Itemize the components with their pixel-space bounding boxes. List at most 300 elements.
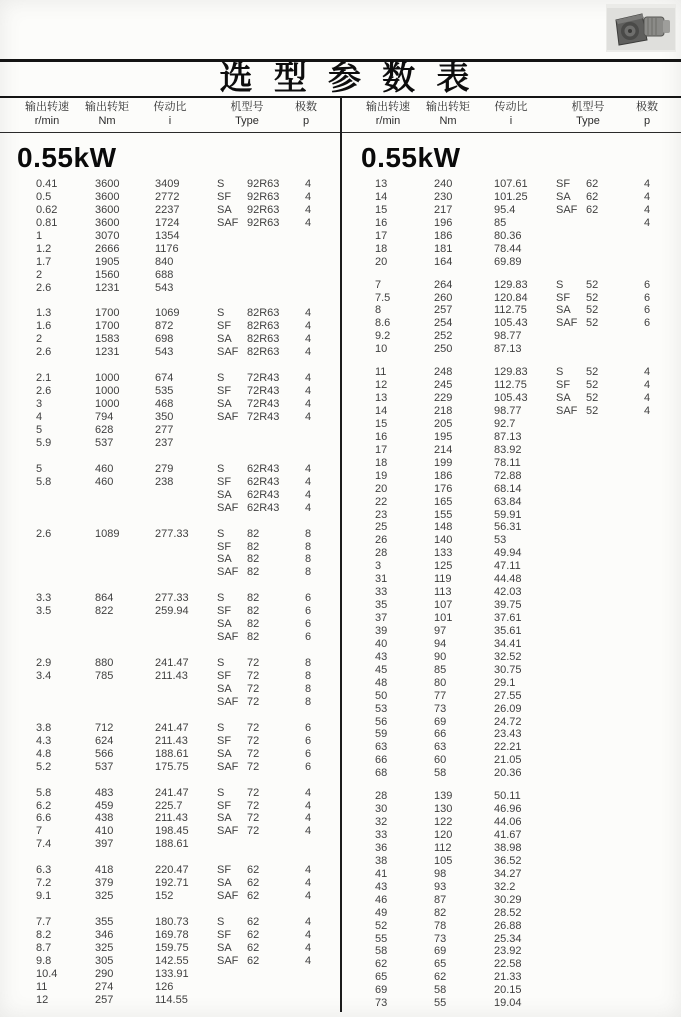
cell-poles [644,690,664,703]
cell-torque: 250 [434,343,453,356]
cell-torque: 459 [95,799,114,812]
cell-type-prefix: SA [217,398,232,411]
cell-type-prefix [556,920,586,933]
cell-speed: 30 [375,803,388,816]
cell-poles: 6 [305,721,312,734]
cell-type-size [586,945,644,958]
cell-ratio: 42.03 [494,586,522,599]
table-row [341,599,681,612]
table-row [341,405,681,418]
cell-type-prefix [556,816,586,829]
cell-type-prefix: S [217,592,225,605]
cell-type-prefix: SAF [217,411,239,423]
cell-poles [644,855,664,868]
header-ratio [479,100,543,128]
cell-type-size: 62R43 [247,501,280,514]
cell-ratio: 152 [155,890,174,903]
cell-torque: 1000 [95,398,120,411]
cell-ratio: 1176 [155,242,179,255]
cell-poles: 8 [305,682,312,695]
cell-type-prefix: SF [217,540,232,553]
cell-type-size: 72 [247,695,260,708]
cell-speed: 11 [375,366,387,379]
table-row [0,502,340,515]
cell-type-prefix [556,496,586,509]
cell-speed: 50 [375,689,388,702]
cell-type-size: 52 [586,366,599,379]
cell-type-size [586,534,644,547]
cell-poles: 4 [305,877,312,890]
cell-poles [644,509,664,522]
cell-ratio: 46.96 [494,803,522,816]
cell-type-prefix: SA [556,190,571,203]
header-unit: i [509,115,513,127]
cell-poles [644,586,664,599]
cell-type-prefix [556,907,586,920]
cell-poles: 4 [305,307,312,320]
cell-poles [644,677,664,690]
cell-poles: 4 [305,916,312,929]
cell-speed: 69 [375,984,388,997]
cell-speed: 7.7 [36,916,52,929]
table-row [341,573,681,586]
cell-type-size [586,496,644,509]
table-row [0,372,340,385]
table-row [341,894,681,907]
cell-ratio: 279 [155,462,174,475]
cell-torque: 325 [95,890,114,903]
cell-type-size [247,968,305,981]
cell-poles: 4 [305,385,312,398]
cell-type-size [586,881,644,894]
header-label: 输出转矩 [85,101,129,113]
cell-torque: 537 [95,436,114,449]
cell-poles [644,625,664,638]
cell-torque: 229 [434,392,453,405]
cell-type-size [247,256,305,269]
cell-ratio: 25.34 [494,932,522,945]
cell-type-size: 62 [586,203,599,216]
table-row [0,722,340,735]
cell-type-size: 52 [586,317,599,330]
cell-type-size: 62R43 [247,462,280,475]
cell-type-prefix: SAF [217,760,239,773]
cell-speed: 38 [375,854,388,867]
table-row [341,829,681,842]
table-row [341,304,681,317]
cell-poles: 4 [305,488,312,501]
cell-torque [95,502,155,515]
cell-type-prefix: S [217,372,225,385]
cell-ratio: 95.4 [494,203,516,216]
cell-poles: 4 [644,203,651,216]
cell-poles: 4 [305,812,312,825]
table-row [0,346,340,359]
cell-poles [644,868,664,881]
cell-type-size [586,256,644,269]
table-row [0,748,340,761]
cell-torque: 122 [434,816,453,829]
cell-type-prefix [556,521,586,534]
cell-type-prefix [556,638,586,651]
table-row [341,191,681,204]
cell-speed: 9.1 [36,890,52,903]
cell-torque: 254 [434,317,453,330]
cell-ratio: 840 [155,255,174,268]
cell-type-size [586,767,644,780]
cell-ratio: 69.89 [494,255,522,268]
cell-speed: 6.2 [36,799,52,812]
cell-torque: 418 [95,864,114,877]
table-row [0,605,340,618]
cell-ratio: 543 [155,346,174,359]
cell-type-size: 72R43 [247,385,280,398]
table-row [341,379,681,392]
cell-poles: 4 [305,799,312,812]
cell-speed: 16 [375,430,388,443]
table-row [0,942,340,955]
cell-type-size [247,243,305,256]
cell-speed: 1.3 [36,307,52,320]
cell-ratio: 105.43 [494,317,528,330]
cell-poles: 4 [305,190,312,203]
cell-poles: 4 [305,320,312,333]
cell-poles: 4 [305,786,312,799]
cell-type-prefix: SA [217,553,232,566]
cell-type-prefix: SAF [217,346,239,359]
cell-type-size: 52 [586,392,599,405]
cell-torque [95,683,155,696]
cell-type-size: 52 [586,291,599,304]
cell-poles: 4 [644,379,651,392]
cell-ratio: 28.52 [494,906,522,919]
cell-type-prefix: SF [556,178,571,190]
row-group [0,722,340,774]
cell-poles [644,816,664,829]
cell-type-size [586,971,644,984]
header-output-torque [416,100,480,128]
cell-speed: 5.8 [36,786,52,799]
cell-torque: 77 [434,689,447,702]
cell-torque: 196 [434,216,453,229]
row-group [0,178,340,294]
cell-type-size: 62 [586,190,599,203]
cell-poles [305,838,325,851]
cell-ratio [155,566,217,579]
cell-type-prefix: S [217,462,225,475]
cell-poles [644,728,664,741]
cell-speed [36,631,95,644]
cell-poles: 4 [305,411,312,423]
row-group [341,279,681,357]
cell-ratio: 29.1 [494,676,516,689]
cell-speed: 7.4 [36,838,52,851]
cell-type-prefix [217,994,247,1007]
cell-poles [644,842,664,855]
cell-torque: 69 [434,945,447,958]
header-unit: Type [576,115,600,127]
cell-speed: 20 [375,255,388,268]
cell-type-prefix: S [556,278,564,291]
table-row [341,547,681,560]
cell-ratio: 34.41 [494,637,522,650]
cell-type-prefix: SA [217,812,232,825]
cell-speed: 14 [375,405,388,417]
cell-speed [36,502,95,515]
cell-torque: 58 [434,767,447,780]
cell-torque: 66 [434,728,447,741]
cell-ratio: 85 [494,216,507,229]
cell-ratio: 87.13 [494,430,522,443]
cell-poles [305,981,325,994]
cell-ratio: 107.61 [494,178,528,190]
cell-type-prefix [556,243,586,256]
cell-type-prefix [556,457,586,470]
cell-type-size: 62 [247,941,260,954]
table-row [341,418,681,431]
cell-torque: 148 [434,521,453,534]
cell-speed: 43 [375,880,388,893]
cell-type-size: 72 [247,760,260,773]
cell-ratio: 72.88 [494,469,522,482]
cell-ratio [155,553,217,566]
cell-ratio: 38.98 [494,841,522,854]
cell-type-size: 62 [247,929,260,941]
cell-ratio: 169.78 [155,929,189,941]
cell-ratio: 26.09 [494,702,522,715]
cell-poles: 4 [305,929,312,941]
cell-poles [644,716,664,729]
cell-type-size: 62R43 [247,475,280,488]
cell-ratio: 56.31 [494,521,522,534]
cell-speed: 10.4 [36,967,58,980]
cell-type-prefix [556,444,586,457]
cell-speed: 45 [375,663,388,676]
cell-type-size [247,994,305,1007]
cell-type-prefix [556,677,586,690]
cell-torque: 1560 [95,268,120,281]
cell-type-prefix: SF [556,291,571,304]
cell-torque [95,631,155,644]
cell-type-prefix [556,933,586,946]
cell-type-size: 92R63 [247,203,280,216]
cell-poles: 4 [305,216,312,229]
cell-type-prefix: SA [217,488,232,501]
header-unit: i [168,115,172,127]
cell-ratio: 78.11 [494,456,521,469]
cell-speed: 7 [36,825,43,838]
cell-ratio: 47.11 [494,560,521,573]
row-group [341,178,681,269]
cell-type-prefix: SAF [217,825,239,838]
cell-ratio: 37.61 [494,612,522,624]
cell-poles [644,612,664,625]
cell-type-prefix [556,741,586,754]
cell-poles: 4 [305,178,312,190]
cell-poles [644,703,664,716]
cell-speed: 33 [375,829,388,841]
cell-type-size [586,431,644,444]
cell-torque: 133 [434,547,453,560]
cell-ratio [155,696,217,709]
cell-speed: 10 [375,343,388,356]
table-row [341,534,681,547]
header-label: 传动比 [494,101,528,113]
cell-speed: 14 [375,190,388,203]
cell-type-prefix [556,330,586,343]
cell-poles [644,243,664,256]
header-label: 极数 [295,101,317,113]
cell-poles [644,651,664,664]
cell-ratio: 129.83 [494,278,528,291]
cell-type-prefix [556,573,586,586]
cell-type-prefix [556,690,586,703]
table-row [341,366,681,379]
table-row [0,476,340,489]
cell-type-size [586,230,644,243]
cell-speed: 12 [36,993,49,1006]
cell-type-size [247,269,305,282]
table-row [341,728,681,741]
cell-torque [95,553,155,566]
cell-ratio: 30.29 [494,893,522,906]
table-row [341,703,681,716]
cell-torque: 55 [434,997,447,1010]
cell-ratio: 241.47 [155,657,189,670]
cell-speed: 9.2 [375,330,391,343]
cell-type-prefix [556,625,586,638]
cell-poles [644,418,664,431]
cell-speed: 56 [375,715,388,728]
cell-torque: 139 [434,790,453,803]
cell-type-prefix [217,243,247,256]
cell-poles [644,803,664,816]
cell-type-prefix: SAF [556,203,578,216]
cell-poles [644,638,664,651]
row-group [0,307,340,359]
cell-type-prefix [556,217,586,230]
cell-type-size: 82R63 [247,307,280,320]
cell-type-size [586,664,644,677]
cell-speed: 0.5 [36,190,52,203]
cell-speed: 4 [36,411,43,423]
table-row [341,664,681,677]
cell-poles [644,496,664,509]
cell-type-size: 52 [586,379,599,392]
cell-type-size [586,690,644,703]
cell-speed: 31 [375,573,388,586]
cell-speed: 6.6 [36,812,52,825]
cell-type-prefix [556,945,586,958]
cell-poles: 4 [305,501,312,514]
cell-type-size [586,703,644,716]
cell-speed: 5 [36,462,43,475]
cell-type-size [586,470,644,483]
cell-poles [644,444,664,457]
cell-speed: 36 [375,841,388,854]
cell-poles: 6 [644,317,651,330]
table-row [0,618,340,631]
cell-type-size [586,586,644,599]
cell-type-prefix [556,803,586,816]
cell-type-size: 72 [247,657,260,670]
cell-poles [644,945,664,958]
cell-speed: 18 [375,456,388,469]
table-row [0,812,340,825]
cell-type-size [586,243,644,256]
cell-speed [36,696,95,709]
cell-type-prefix [556,418,586,431]
cell-type-size: 72 [247,825,260,838]
header-unit: p [643,115,651,127]
header-unit: Type [235,115,259,127]
cell-poles [644,343,664,356]
table-row [341,612,681,625]
cell-speed: 2.6 [36,527,52,540]
header-unit: p [302,115,310,127]
cell-torque: 93 [434,880,447,893]
cell-torque: 3600 [95,190,120,203]
cell-type-prefix: SF [217,734,232,747]
cell-ratio: 129.83 [494,366,528,379]
cell-type-prefix [556,971,586,984]
cell-ratio: 237 [155,436,174,449]
cell-torque: 205 [434,417,453,430]
cell-type-size: 72 [247,812,260,825]
cell-poles [644,997,664,1010]
cell-ratio: 188.61 [155,838,189,851]
cell-type-size [586,958,644,971]
cell-speed: 59 [375,728,388,741]
cell-torque: 274 [95,980,114,993]
cell-torque: 566 [95,747,114,760]
cell-type-prefix: S [556,366,564,379]
cell-speed: 1.7 [36,255,52,268]
cell-ratio [155,502,217,515]
cell-type-size: 82 [247,566,260,579]
cell-ratio: 211.43 [155,812,188,825]
cell-torque: 186 [434,229,453,242]
cell-torque: 2666 [95,242,120,255]
cell-type-prefix [556,984,586,997]
table-row [0,243,340,256]
table-row [0,968,340,981]
left-table-body [0,178,340,1007]
cell-type-size: 52 [586,304,599,317]
table-row [341,881,681,894]
cell-poles: 6 [644,304,651,317]
table-row [0,424,340,437]
cell-torque: 245 [434,379,453,392]
cell-speed: 2.1 [36,372,52,385]
cell-ratio: 3409 [155,178,180,190]
cell-ratio: 159.75 [155,941,189,954]
cell-poles: 4 [305,333,312,346]
cell-type-size [586,418,644,431]
table-row [341,971,681,984]
cell-type-prefix: SA [217,941,232,954]
cell-poles: 6 [305,734,312,747]
cell-type-size: 72 [247,670,260,682]
cell-torque: 3600 [95,216,120,229]
row-group [0,463,340,515]
cell-type-prefix [556,431,586,444]
cell-poles [644,431,664,444]
cell-poles: 4 [305,475,312,488]
cell-poles [305,994,325,1007]
cell-speed: 65 [375,971,388,984]
table-row [0,178,340,191]
